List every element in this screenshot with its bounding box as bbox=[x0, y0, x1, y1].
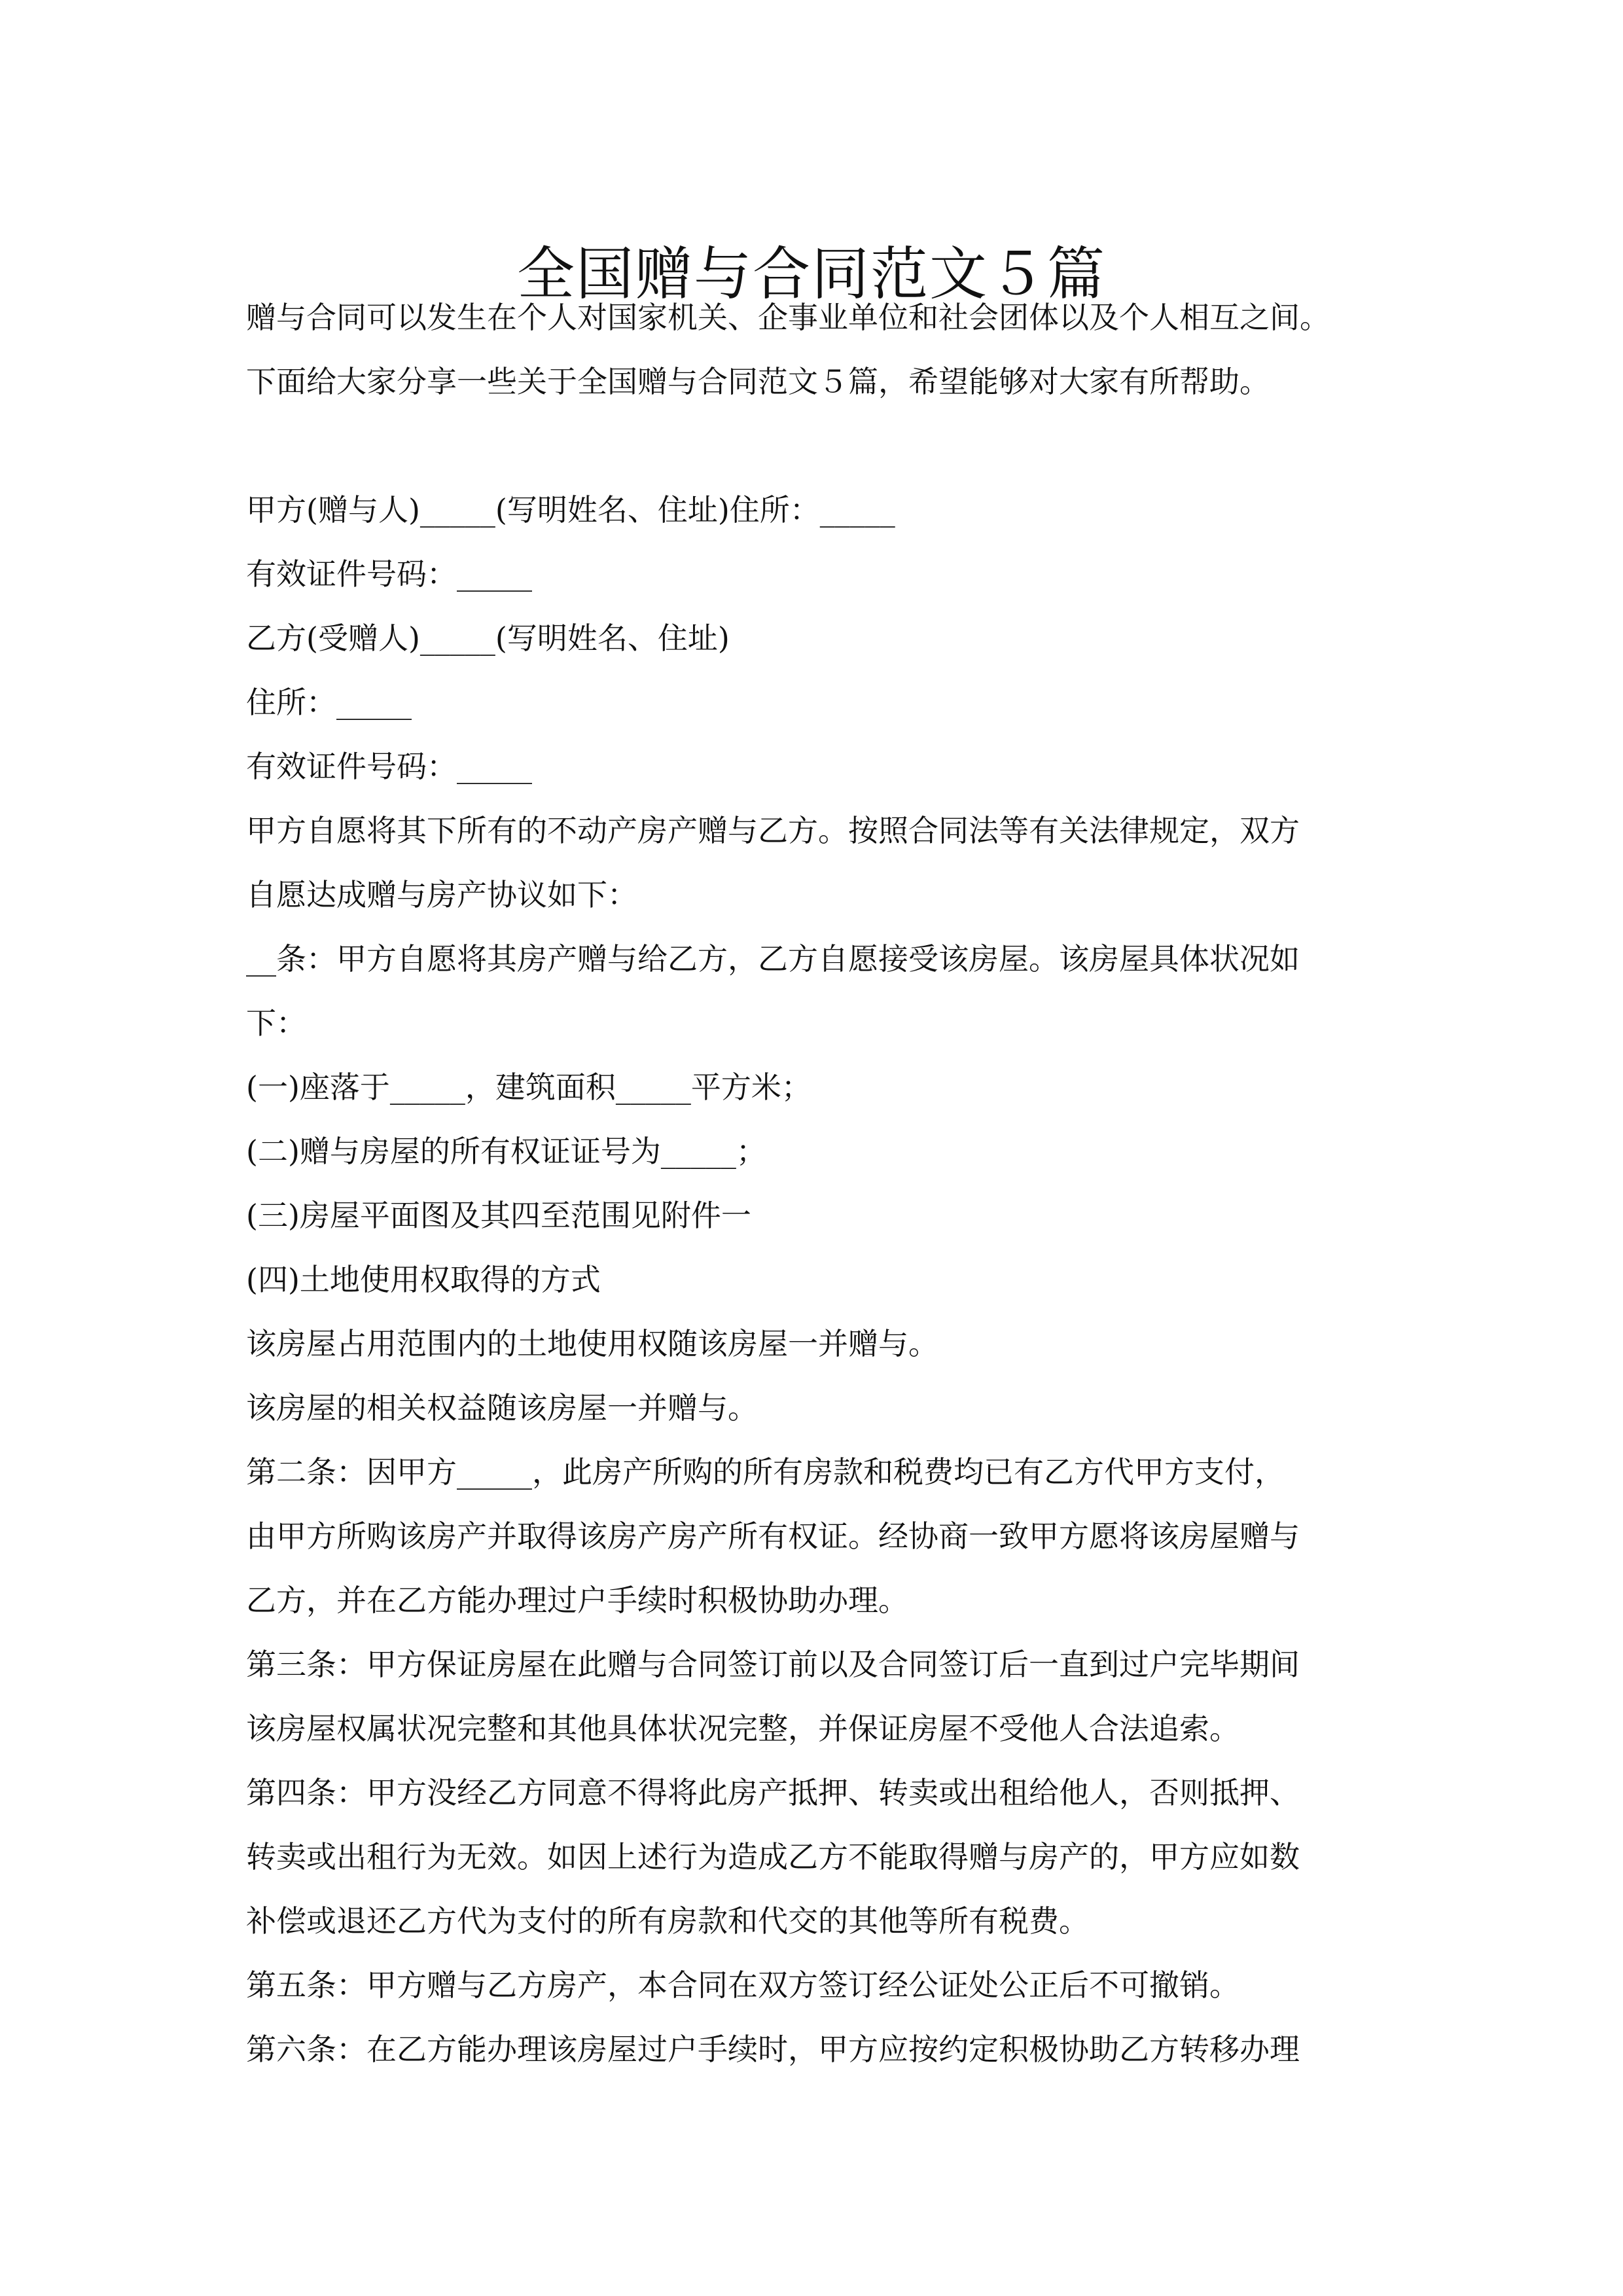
body-line: 该房屋权属状况完整和其他具体状况完整，并保证房屋不受他人合法追索。 bbox=[246, 1711, 1240, 1746]
body-line: __条：甲方自愿将其房产赠与给乙方，乙方自愿接受该房屋。该房屋具体状况如 bbox=[246, 941, 1300, 977]
body-line: 下： bbox=[246, 1005, 306, 1041]
intro-paragraph bbox=[246, 285, 1411, 414]
body-line: 该房屋的相关权益随该房屋一并赠与。 bbox=[246, 1390, 758, 1426]
body-line: 该房屋占用范围内的土地使用权随该房屋一并赠与。 bbox=[246, 1326, 938, 1361]
body-line: (二)赠与房屋的所有权证证号为_____； bbox=[246, 1134, 766, 1169]
contract-body bbox=[246, 478, 1411, 2081]
body-line: 第六条：在乙方能办理该房屋过户手续时，甲方应按约定积极协助乙方转移办理 bbox=[246, 2032, 1300, 2067]
body-line: 第四条：甲方没经乙方同意不得将此房产抵押、转卖或出租给他人，否则抵押、 bbox=[246, 1775, 1300, 1810]
body-line: 乙方，并在乙方能办理过户手续时积极协助办理。 bbox=[246, 1583, 908, 1618]
body-line: (一)座落于_____，建筑面积_____平方米； bbox=[246, 1069, 812, 1105]
document-title: 全国赠与合同范文５篇 bbox=[516, 240, 1106, 308]
body-line: 有效证件号码：_____ bbox=[246, 556, 532, 592]
body-line: 自愿达成赠与房产协议如下： bbox=[246, 877, 637, 912]
body-line: 第三条：甲方保证房屋在此赠与合同签订前以及合同签订后一直到过户完毕期间 bbox=[246, 1647, 1300, 1682]
body-line: 甲方自愿将其下所有的不动产房产赠与乙方。按照合同法等有关法律规定，双方 bbox=[246, 813, 1300, 848]
body-line: 由甲方所购该房产并取得该房产房产所有权证。经协商一致甲方愿将该房屋赠与 bbox=[246, 1518, 1300, 1554]
body-line: (四)土地使用权取得的方式 bbox=[246, 1262, 601, 1297]
body-line: 第二条：因甲方_____，此房产所购的所有房款和税费均已有乙方代甲方支付， bbox=[246, 1454, 1285, 1490]
body-line: 补偿或退还乙方代为支付的所有房款和代交的其他等所有税费。 bbox=[246, 1903, 1089, 1939]
body-line: 乙方(受赠人)_____(写明姓名、住址) bbox=[246, 620, 730, 656]
body-line: 有效证件号码：_____ bbox=[246, 749, 532, 784]
intro-line: 赠与合同可以发生在个人对国家机关、企事业单位和社会团体以及个人相互之间。 bbox=[246, 300, 1330, 335]
body-line: (三)房屋平面图及其四至范围见附件一 bbox=[246, 1198, 751, 1233]
body-line: 第五条：甲方赠与乙方房产，本合同在双方签订经公证处公正后不可撤销。 bbox=[246, 1967, 1240, 2003]
body-line: 甲方(赠与人)_____(写明姓名、住址)住所：_____ bbox=[246, 492, 895, 528]
intro-line: 下面给大家分享一些关于全国赠与合同范文５篇，希望能够对大家有所帮助。 bbox=[246, 364, 1270, 399]
body-line: 住所：_____ bbox=[246, 685, 412, 720]
body-line: 转卖或出租行为无效。如因上述行为造成乙方不能取得赠与房产的，甲方应如数 bbox=[246, 1839, 1300, 1874]
